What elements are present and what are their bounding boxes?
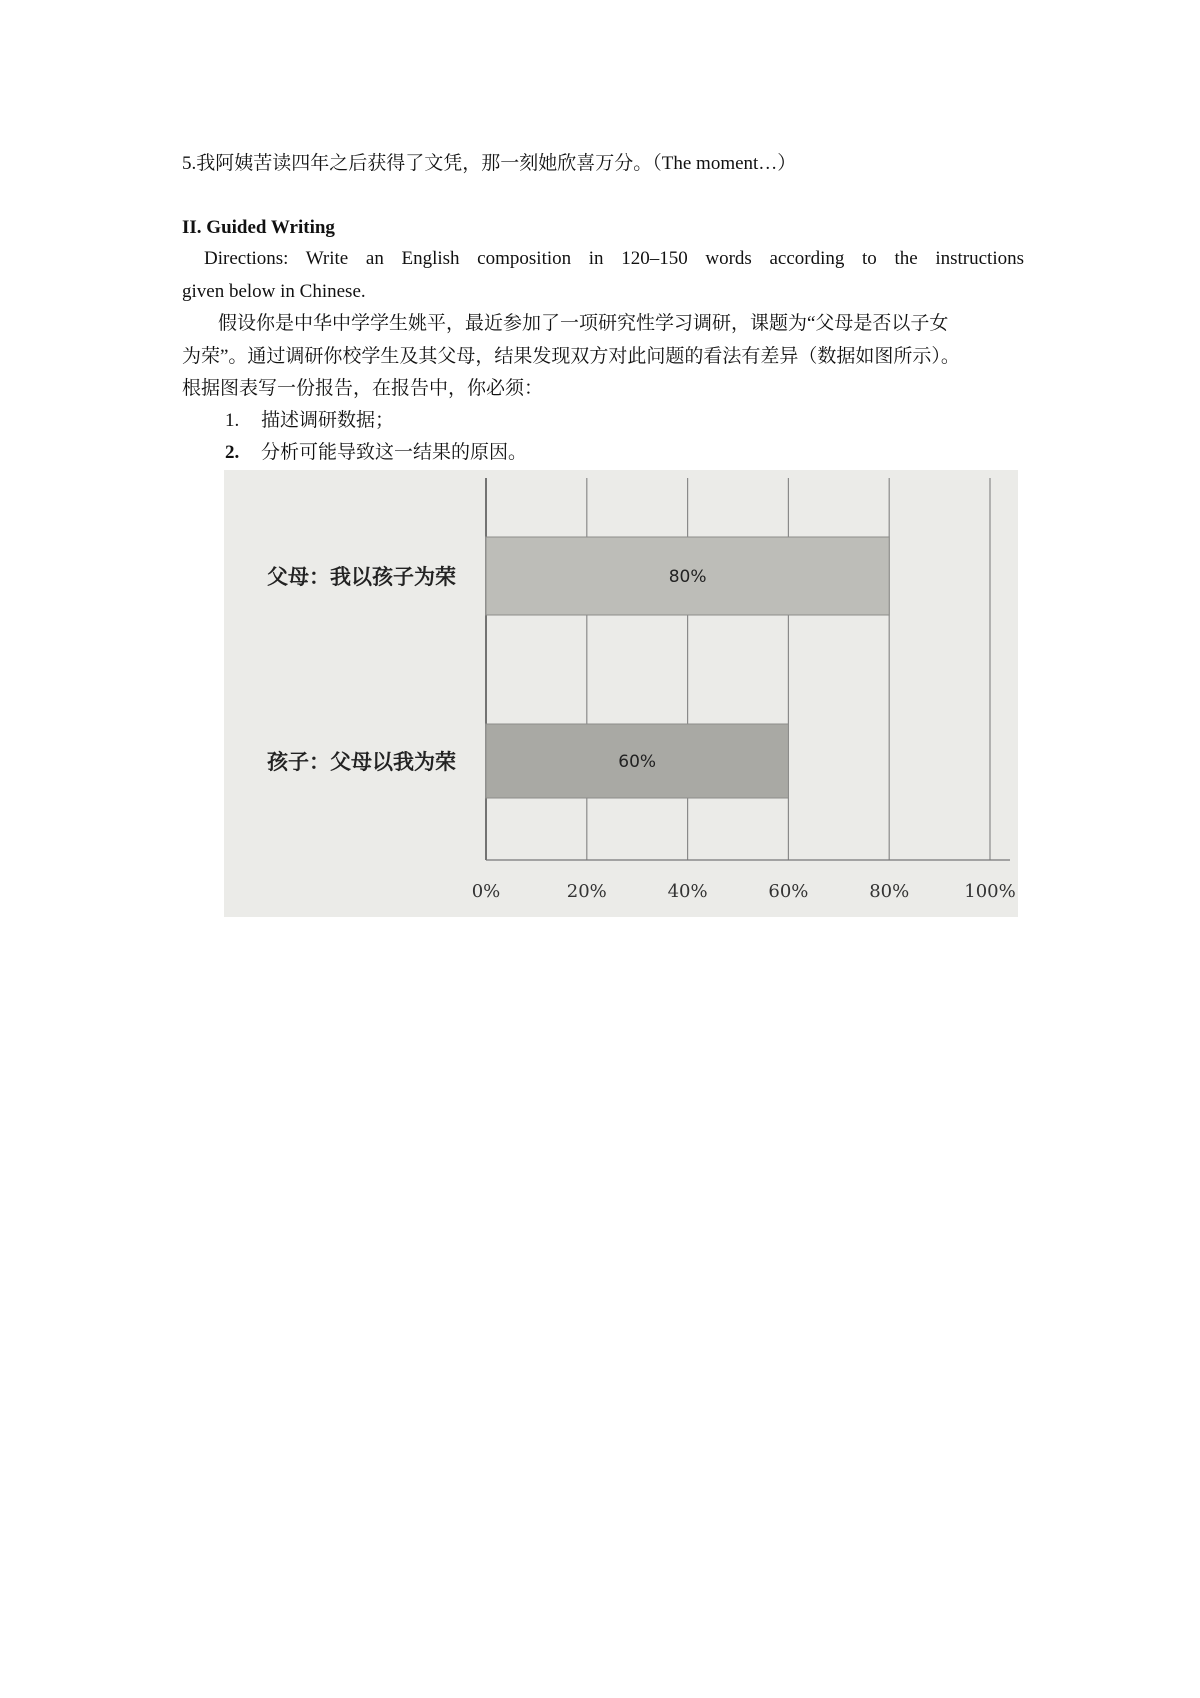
bar-data-label: 60% xyxy=(618,752,657,772)
x-tick-label: 0% xyxy=(471,881,501,902)
instructions-line-2: 为荣”。通过调研你校学生及其父母，结果发现双方对此问题的看法有差异（数据如图所示）。 xyxy=(182,346,960,367)
x-tick-label: 20% xyxy=(566,881,607,902)
category-label: 孩子：父母以我为荣 xyxy=(267,749,456,774)
directions-line-2: given below in Chinese. xyxy=(182,281,366,302)
bar-chart xyxy=(224,470,1018,917)
instructions-line-3: 根据图表写一份报告，在报告中，你必须： xyxy=(182,378,544,399)
item-number: 2. xyxy=(225,442,240,463)
requirement-item xyxy=(225,405,1067,437)
section-heading: II. Guided Writing xyxy=(182,217,335,238)
requirement-item xyxy=(225,437,1067,469)
bar-chart-svg xyxy=(224,470,1018,917)
x-tick-label: 60% xyxy=(768,881,809,902)
bar-data-label: 80% xyxy=(668,567,707,587)
directions-line-1: Directions: Write an English composition in 120–150 words according to the instructions xyxy=(204,248,1024,269)
item-number: 1. xyxy=(225,410,240,431)
x-tick-label: 40% xyxy=(667,881,708,902)
item-text: 分析可能导致这一结果的原因。 xyxy=(261,442,528,463)
question-5-text: 5.我阿姨苦读四年之后获得了文凭，那一刻她欣喜万分。（The moment…） xyxy=(182,153,797,174)
x-tick-label: 80% xyxy=(869,881,910,902)
item-text: 描述调研数据； xyxy=(261,410,395,431)
x-tick-label: 100% xyxy=(964,881,1016,902)
category-label: 父母：我以孩子为荣 xyxy=(267,564,456,589)
instructions-line-1: 假设你是中华中学学生姚平，最近参加了一项研究性学习调研，课题为“父母是否以子女 xyxy=(218,313,949,334)
